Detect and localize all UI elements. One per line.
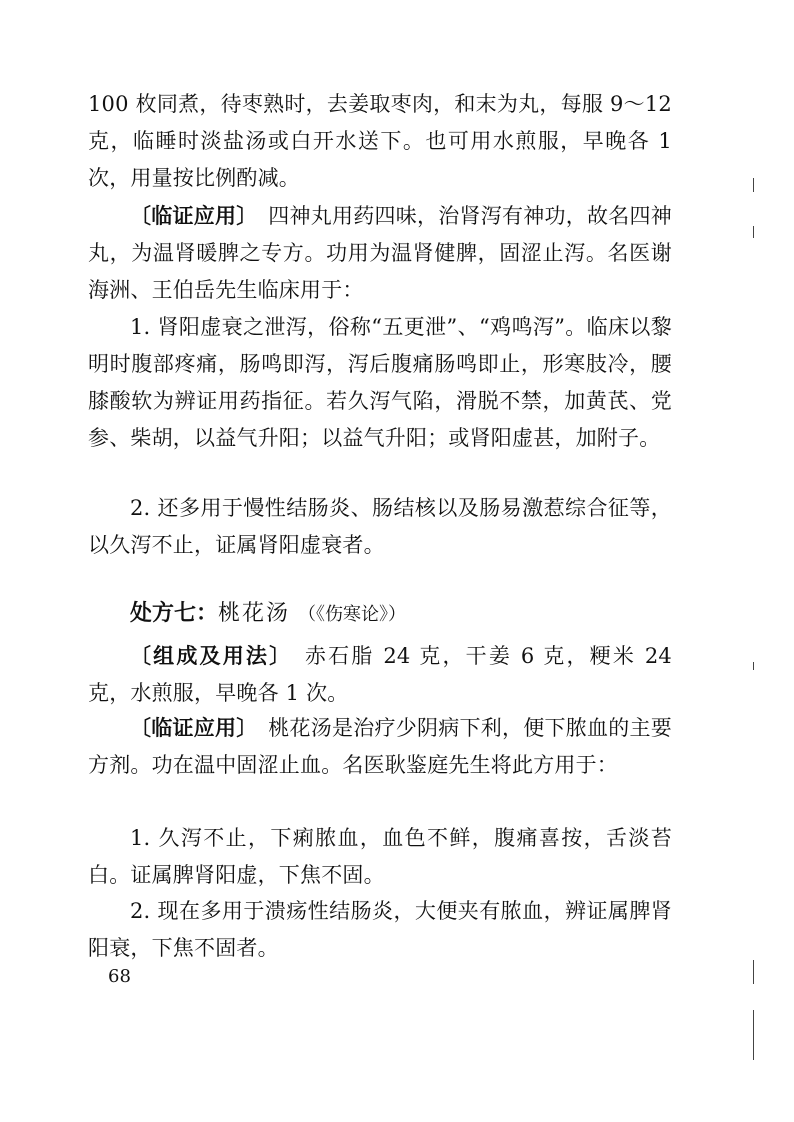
prescription-heading xyxy=(130,598,406,631)
composition-text: 赤石脂 24 克，干姜 6 克，粳米 24 克，水煎服，早晚各 1 次。 xyxy=(88,644,672,705)
prescription-source: （《伤寒论》） xyxy=(298,604,407,625)
paragraph-clinical-application-2 xyxy=(88,710,672,784)
paragraph-indication-1: 1. 肾阳虚衰之泄泻，俗称“五更泄”、“鸡鸣泻”。临床以黎明时腹部疼痛，肠鸣即泻，泻后腹痛肠鸣即止，形寒肢冷，腰膝酸软为辨证用药指征。若久泻气陷，滑脱不禁，加黄芪、党参、柴胡，以益气升阳；以益气升阳；或肾阳虚甚，加附子。 xyxy=(88,315,672,450)
section-label-clinical-application-2: 〔临证应用〕 xyxy=(130,716,248,740)
prescription-number: 处方七： xyxy=(130,601,219,626)
paragraph-preparation: 100 枚同煮，待枣熟时，去姜取枣肉，和末为丸，每服 9～12 克，临睡时淡盐汤或白开水送下。也可用水煎服，早晚各 1 次，用量按比例酌减。 xyxy=(88,92,672,190)
paragraph-indication-4: 2. 现在多用于溃疡性结肠炎，大便夹有脓血，辨证属脾肾阳衰，下焦不固者。 xyxy=(88,899,672,960)
section-label-composition: 〔组成及用法〕 xyxy=(130,644,282,668)
section-label-clinical-application: 〔临证应用〕 xyxy=(130,204,248,228)
scan-edge-mark xyxy=(753,178,754,192)
paragraph-clinical-application xyxy=(88,198,672,309)
clinical-application-text: 四神丸用药四味，治肾泻有神功，故名四神丸，为温肾暖脾之专方。功用为温肾健脾，固涩止泻。名医谢海洲、王伯岳先生临床用于： xyxy=(88,204,672,302)
scan-edge-mark xyxy=(753,226,754,238)
page-number: 68 xyxy=(108,966,131,987)
paragraph-composition xyxy=(88,638,672,712)
scan-edge-mark xyxy=(753,662,754,670)
paragraph-indication-2: 2. 还多用于慢性结肠炎、肠结核以及肠易激惹综合征等，以久泻不止，证属肾阳虚衰者。 xyxy=(88,496,672,557)
scan-edge-mark xyxy=(753,1010,754,1060)
clinical-application-2-text: 桃花汤是治疗少阴病下利，便下脓血的主要方剂。功在温中固涩止血。名医耿鉴庭先生将此方用于： xyxy=(88,716,672,777)
prescription-title: 桃花汤 xyxy=(218,601,291,626)
paragraph-indication-3: 1. 久泻不止，下痢脓血，血色不鲜，腹痛喜按，舌淡苔白。证属脾肾阳虚，下焦不固。 xyxy=(88,826,672,887)
scan-edge-mark xyxy=(753,960,754,984)
